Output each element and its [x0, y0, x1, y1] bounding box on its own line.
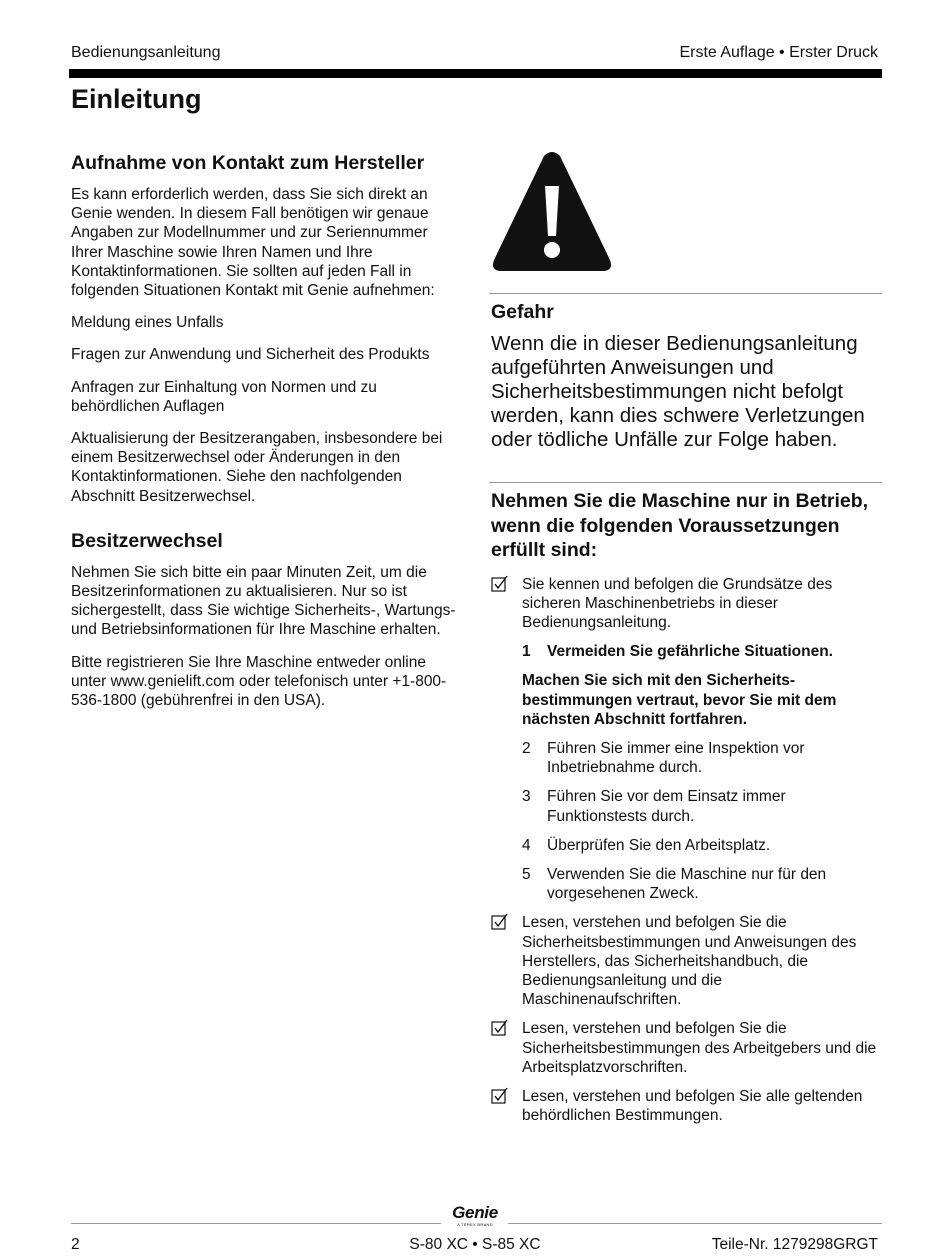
danger-top-rule	[489, 293, 882, 294]
contact-heading: Aufnahme von Kontakt zum Hersteller	[71, 152, 425, 174]
page-number: 2	[71, 1236, 80, 1253]
checkbox-checked-icon	[491, 575, 522, 633]
step-text: Vermeiden Sie gefährliche Situationen.	[547, 643, 833, 661]
ownership-heading: Besitzerwechsel	[71, 529, 223, 552]
checklist-item	[491, 575, 882, 633]
step-item	[522, 642, 882, 661]
contact-case-owner-update: Aktualisierung der Besitzerangaben, insbesondere bei einem Besitzerwechsel oder Änderungen in den Kontaktinformationen. Siehe den nachfolgenden Abschnitt Besitzerwechsel.	[71, 430, 443, 505]
checklist-text: Lesen, verstehen und befolgen Sie alle geltenden behördlichen Bestimmungen.	[522, 1087, 863, 1125]
contact-case-accident: Meldung eines Unfalls	[71, 314, 224, 332]
contact-intro: Es kann erforderlich werden, dass Sie sich direkt an Genie wenden. In diesem Fall benötigen wir genaue Angaben zur Modellnummer und zur Seriennummer Ihrer Maschine sowie Ihren Namen und Ihre Kontaktinformationen. Sie sollten auf jeden Fall in folgenden Situationen Kontakt mit Genie aufnehmen:	[71, 186, 435, 300]
contact-case-standards: Anfragen zur Einhaltung von Normen und zu behördlichen Auflagen	[71, 378, 377, 415]
step-item	[522, 739, 882, 777]
step-number: 4	[522, 836, 531, 854]
ownership-text: Nehmen Sie sich bitte ein paar Minuten Zeit, um die Besitzerinformationen zu aktualisieren. Nur so ist sichergestellt, dass Sie wichtige Sicherheits-, Wartungs- und Betriebsinformationen für Ihre Maschine erhalten.	[71, 563, 456, 639]
checklist-item	[491, 1087, 882, 1125]
numbered-steps	[522, 642, 882, 661]
checkbox-checked-icon	[491, 1087, 522, 1125]
footer-rule-right	[508, 1223, 882, 1224]
checklist-item	[491, 913, 882, 1009]
step-item	[522, 865, 882, 903]
footer-rule-left	[71, 1223, 441, 1224]
genie-logo	[444, 1204, 506, 1227]
footer-model: S-80 XC • S-85 XC	[409, 1236, 541, 1253]
danger-text: Wenn die in dieser Bedienungsanleitung aufgeführten Anweisungen und Sicherheitsbestimmungen nicht befolgt werden, kann dies schwere Verletzungen oder tödliche Unfälle zur Folge haben.	[491, 332, 865, 451]
logo-wordmark: Genie	[452, 1203, 498, 1222]
checkbox-checked-icon	[491, 1019, 522, 1077]
checklist-text: Lesen, verstehen und befolgen Sie die Sicherheitsbestimmungen des Arbeitgebers und die Arbeitsplatzvorschriften.	[522, 1020, 877, 1076]
step-item	[522, 836, 882, 855]
left-column	[71, 152, 456, 723]
contact-case-safety: Fragen zur Anwendung und Sicherheit des Produkts	[71, 346, 430, 364]
checklist-text: Sie kennen und befolgen die Grundsätze des sicheren Maschinenbetriebs in dieser Bedienungsanleitung.	[522, 575, 833, 631]
checkbox-checked-icon	[491, 913, 522, 1009]
requirements-heading: Nehmen Sie die Maschine nur in Betrieb, wenn die folgenden Voraussetzungen erfüllt sind:	[491, 490, 869, 561]
ownership-register: Bitte registrieren Sie Ihre Maschine entweder online unter www.genielift.com oder telefonisch unter +1-800-536-1800 (gebührenfrei in den USA).	[71, 653, 447, 710]
safety-note: Machen Sie sich mit den Sicherheits-bestimmungen vertraut, bevor Sie mit dem nächsten Abschnitt fortfahren.	[522, 672, 837, 728]
danger-title: Gefahr	[491, 301, 554, 323]
step-number: 5	[522, 865, 531, 883]
step-text: Verwenden Sie die Maschine nur für den vorgesehenen Zweck.	[547, 865, 827, 903]
warning-triangle-icon	[490, 150, 614, 274]
step-number: 1	[522, 643, 531, 661]
footer-part-number: Teile-Nr. 1279298GRGT	[711, 1236, 878, 1253]
numbered-steps-continued	[522, 739, 882, 903]
step-item	[522, 787, 882, 825]
header-edition: Erste Auflage • Erster Druck	[679, 44, 878, 61]
header-manual-title: Bedienungsanleitung	[71, 44, 221, 61]
step-text: Führen Sie vor dem Einsatz immer Funktionstests durch.	[547, 788, 786, 825]
step-number: 2	[522, 739, 531, 757]
checklist-item	[491, 1019, 882, 1077]
step-number: 3	[522, 788, 531, 806]
checklist-text: Lesen, verstehen und befolgen Sie die Sicherheitsbestimmungen und Anweisungen des Herstellers, das Sicherheitshandbuch, die Bedienungsanleitung und die Maschinenaufschriften.	[522, 914, 857, 1009]
danger-bottom-rule	[489, 482, 882, 483]
right-column	[489, 150, 882, 1135]
step-text: Überprüfen Sie den Arbeitsplatz.	[547, 836, 771, 854]
header-rule	[69, 69, 882, 78]
step-text: Führen Sie immer eine Inspektion vor Inbetriebnahme durch.	[547, 739, 805, 777]
logo-tagline: A TEREX BRAND	[457, 1222, 493, 1227]
page-title: Einleitung	[71, 84, 202, 114]
